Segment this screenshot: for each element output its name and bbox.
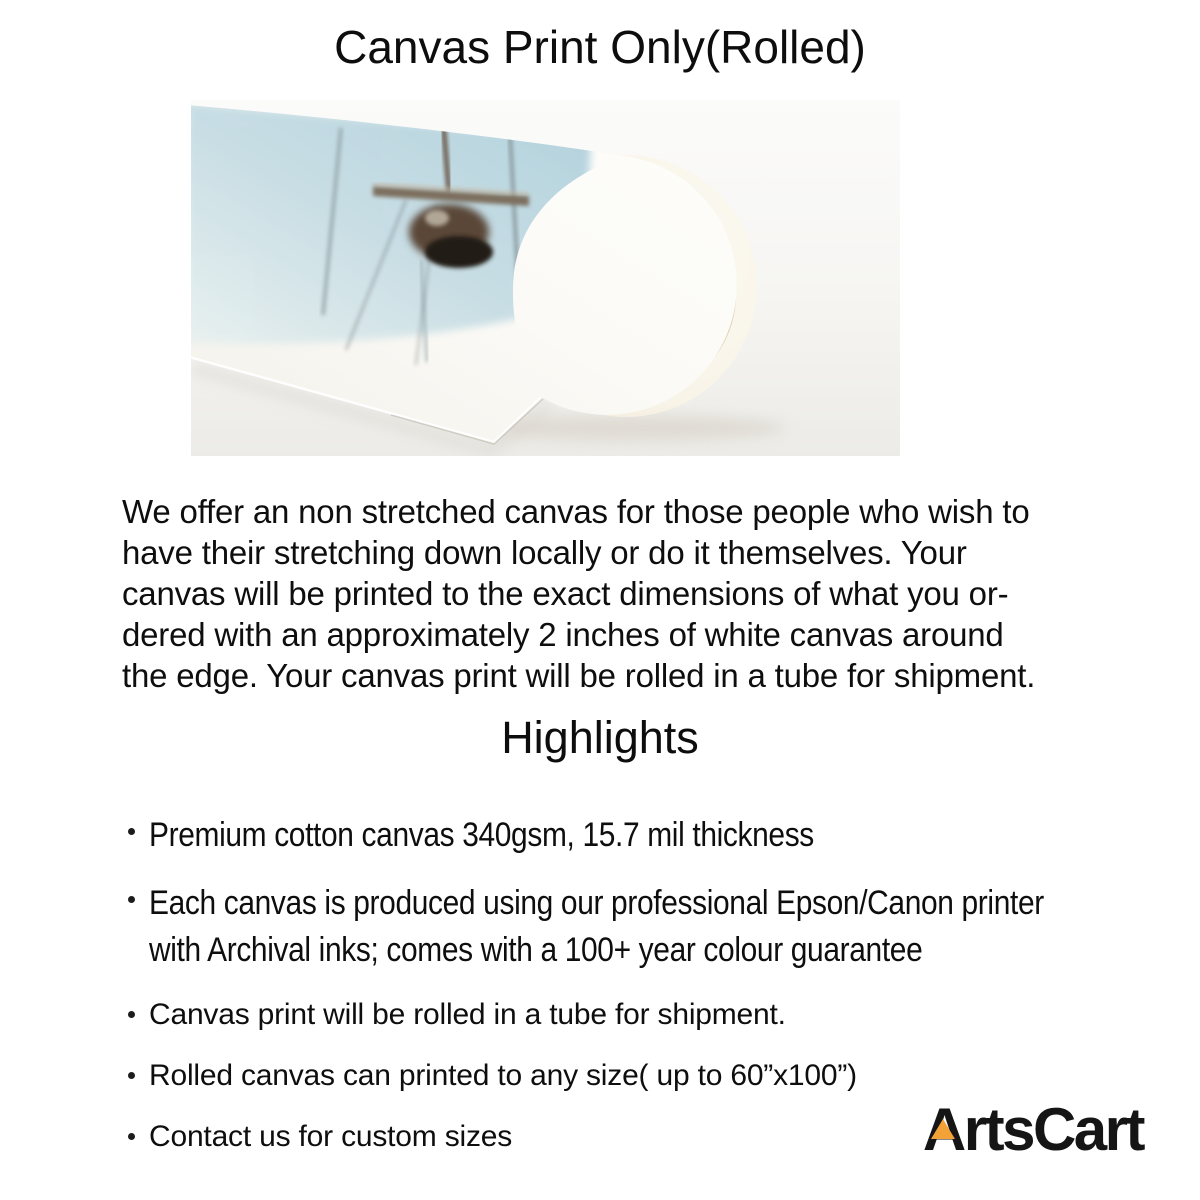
description-line: We offer an non stretched canvas for those people who wish to [122, 493, 1030, 530]
description [122, 491, 1102, 696]
list-item [124, 995, 1164, 1035]
logo-text: rtsCart [963, 1096, 1143, 1163]
description-line: dered with an approximately 2 inches of white canvas around [122, 616, 1004, 653]
logo-a-triangle-icon [931, 1119, 955, 1139]
bullet-text: Rolled canvas can printed to any size( up to 60”x100”) [149, 1059, 857, 1092]
logo-letter-a [922, 1096, 964, 1163]
list-item [124, 880, 1164, 974]
page-title: Canvas Print Only(Rolled) [334, 21, 866, 73]
bullet-text: Contact us for custom sizes [149, 1120, 513, 1153]
bullet-icon [128, 896, 135, 903]
product-photo [191, 100, 900, 456]
description-line: canvas will be printed to the exact dimensions of what you or- [122, 575, 1009, 612]
description-line: have their stretching down locally or do it themselves. Your [122, 534, 967, 571]
bullet-icon [128, 1133, 135, 1140]
bullet-icon [128, 1011, 135, 1018]
bullet-text: Each canvas is produced using our professional Epson/Canon printer with Archival inks; comes with a 100+ year colour guarantee [149, 884, 1044, 969]
bullet-icon [128, 1072, 135, 1079]
highlights-heading: Highlights [501, 712, 699, 763]
artscart-logo [922, 1096, 1143, 1163]
list-item [124, 1056, 1164, 1096]
bullet-text: Canvas print will be rolled in a tube for shipment. [149, 998, 786, 1031]
bullet-text: Premium cotton canvas 340gsm, 15.7 mil thickness [149, 816, 814, 854]
bullet-icon [128, 828, 135, 835]
rolled-canvas-illustration [191, 100, 900, 456]
list-item [124, 812, 1164, 859]
description-line: the edge. Your canvas print will be rolled in a tube for shipment. [122, 657, 1036, 694]
logo-letter-a-char: A [922, 1096, 964, 1163]
